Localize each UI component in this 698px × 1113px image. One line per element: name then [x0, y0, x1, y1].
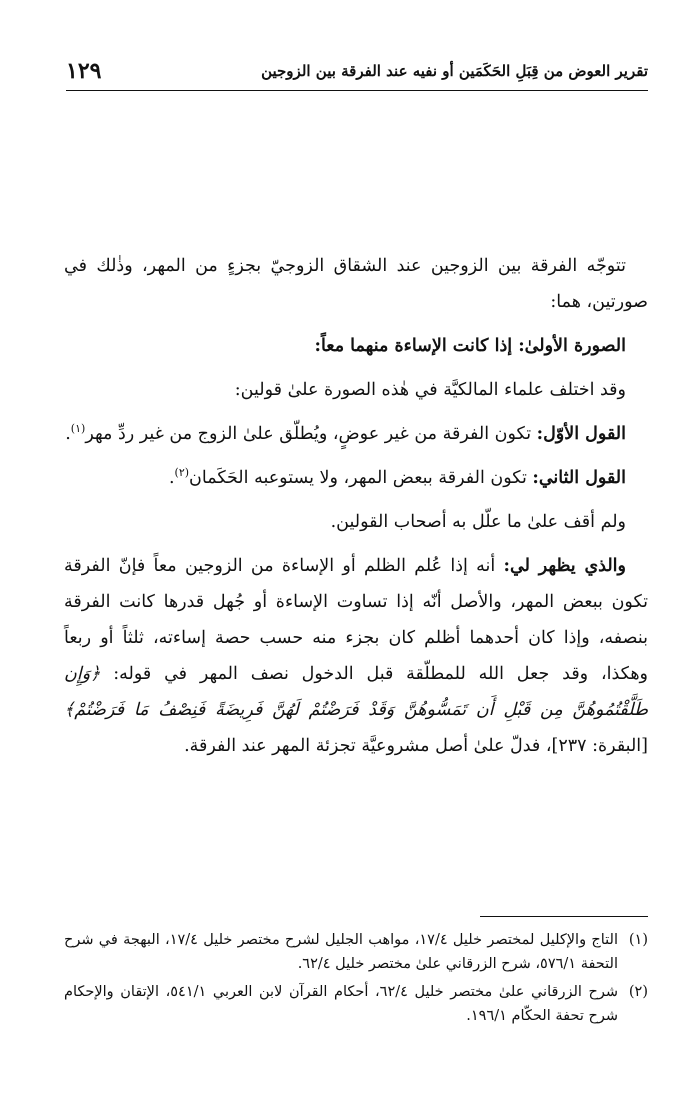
page-number: ١٢٩: [66, 58, 102, 84]
paragraph-intro: تتوجّه الفرقة بين الزوجين عند الشقاق الزوجيّ بجزءٍ من المهر، وذٰلك في صورتين، هما:: [64, 256, 648, 312]
footnote-1: [64, 928, 648, 976]
second-opinion-text: تكون الفرقة ببعض المهر، ولا يستوعبه الحَكَمان: [189, 468, 533, 488]
paragraph-disagreement: وقد اختلف علماء المالكيَّة في هٰذه الصورة علىٰ قولين:: [234, 380, 626, 400]
first-opinion-text: تكون الفرقة من غير عوضٍ، ويُطلّق علىٰ الزوج من غير ردِّ مهر: [85, 424, 537, 444]
footnote-ref-1[interactable]: (١): [70, 422, 86, 436]
footnote-number: (١): [628, 932, 648, 948]
first-opinion-label: القول الأوّل:: [536, 424, 626, 444]
footnote-text: شرح الزرقاني علىٰ مختصر خليل ٦٢/٤، أحكام القرآن لابن العربي ٥٤١/١، الإتقان والإحكام شرح تحفة الحكّام ١٩٦/١.: [64, 984, 618, 1024]
paragraph-second-opinion: [64, 460, 648, 496]
paragraph-first-opinion: [64, 416, 648, 452]
running-header: [66, 58, 648, 91]
quran-verse: ﴿وَإِن طَلَّقْتُمُوهُنَّ مِن قَبْلِ أَن تَمَسُّوهُنَّ وَقَدْ فَرَضْتُمْ لَهُنَّ فَرِيضَةً فَنِصْفُ مَا فَرَضْتُمْ﴾: [64, 664, 648, 720]
author-view-conclusion: ، فدلّ علىٰ أصل مشروعيَّة تجزئة المهر عند الفرقة.: [184, 736, 552, 756]
main-text: [64, 248, 648, 772]
chapter-title: تقرير العوض من قِبَلِ الحَكَمَين أو نفيه عند الفرقة بين الزوجين: [261, 62, 648, 80]
footnote-2: [64, 980, 648, 1028]
footnote-ref-2[interactable]: (٢): [174, 466, 190, 480]
author-view-label: والذي يظهر لي:: [503, 556, 626, 576]
second-opinion-end: .: [168, 468, 175, 488]
verse-citation: [البقرة: ٢٣٧]: [551, 736, 648, 756]
paragraph-no-reasoning: ولم أقف علىٰ ما علّل به أصحاب القولين.: [330, 512, 626, 532]
footnote-separator: [480, 916, 648, 917]
paragraph-author-view: [64, 548, 648, 764]
footnotes: [64, 928, 648, 1032]
author-view-text: أنه إذا عُلم الظلم أو الإساءة من الزوجين معاً فإنّ الفرقة تكون ببعض المهر، والأصل أنّه إذا تساوت الإساءة أو جُهل قدرها كانت الفرقة بنصفه، وإذا كان أحدهما أظلم كان بجزء منه حسب حصة إساءته، ثلثاً أو ربعاً وهكذا، وقد جعل الله للمطلّقة قبل الدخول نصف المهر في قوله:: [64, 556, 648, 684]
second-opinion-label: القول الثاني:: [532, 468, 626, 488]
first-opinion-end: .: [65, 424, 71, 444]
section-heading: الصورة الأولىٰ: إذا كانت الإساءة منهما معاً:: [314, 336, 626, 356]
footnote-text: التاج والإكليل لمختصر خليل ١٧/٤، مواهب الجليل لشرح مختصر خليل ١٧/٤، البهجة في شرح التحفة ٥٧٦/١، شرح الزرقاني علىٰ مختصر خليل ٦٢/٤.: [64, 932, 618, 972]
footnote-number: (٢): [628, 984, 648, 1000]
